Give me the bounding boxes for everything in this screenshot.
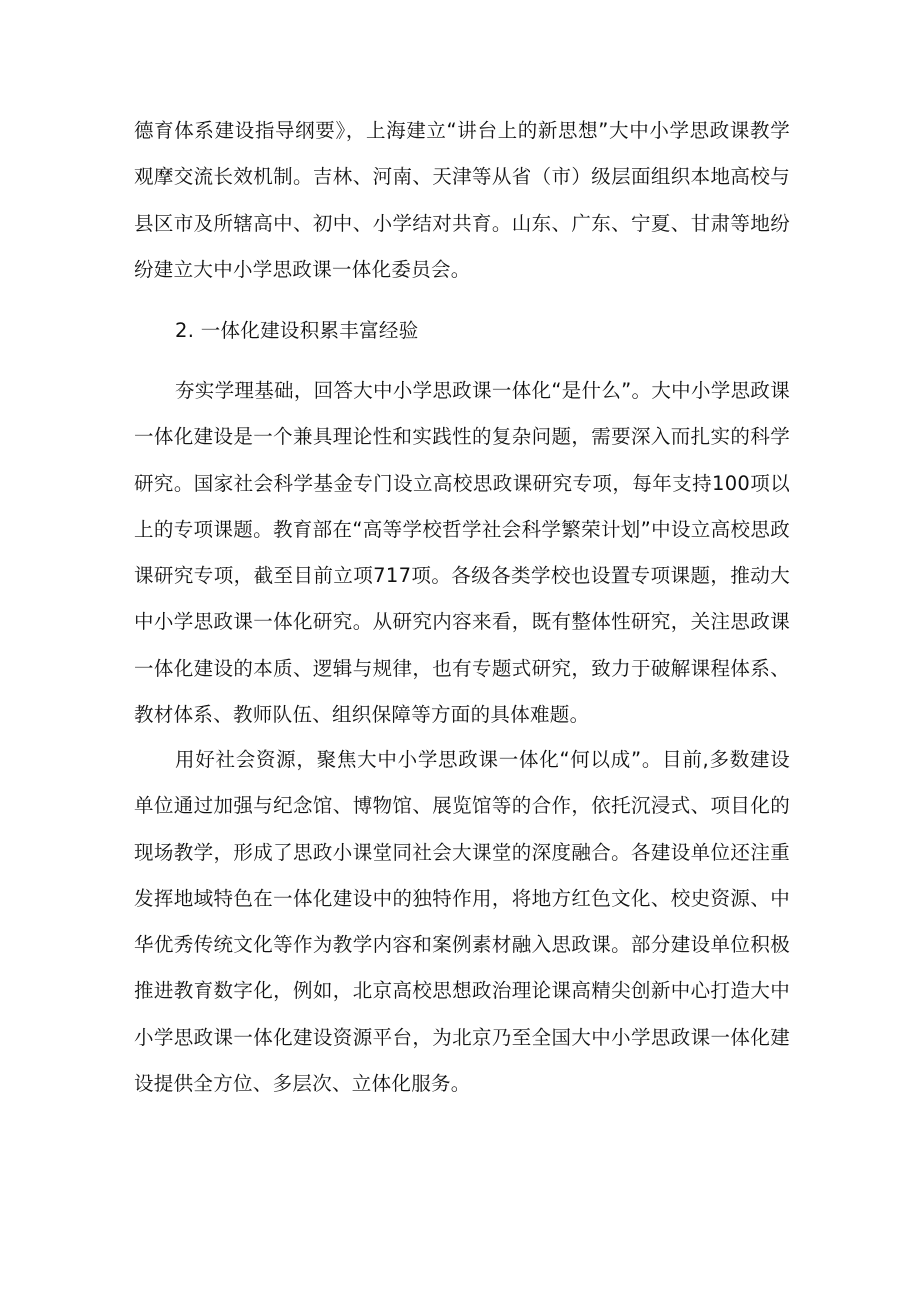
section-heading: 2. 一体化建设积累丰富经验 xyxy=(175,319,419,342)
paragraph-social-resources: 用好社会资源，聚焦大中小学思政课一体化“何以成”。目前,多数建设单位通过加强与纪念馆、博物馆、展览馆等的合作，依托沉浸式、项目化的现场教学，形成了思政小课堂同社会大课堂的深度融合。各建设单位还注重发挥地域特色在一体化建设中的独特作用，将地方红色文化、校史资源、中华优秀传统文化等作为教学内容和案例素材融入思政课。部分建设单位积极推进教育数字化，例如，北京高校思想政治理论课高精尖创新中心打造大中小学思政课一体化建设资源平台，为北京乃至全国大中小学思政课一体化建设提供全方位、多层次、立体化服务。 xyxy=(134,748,790,1096)
paragraph-theory-foundation: 夯实学理基础，回答大中小学思政课一体化“是什么”。大中小学思政课一体化建设是一个兼具理论性和实践性的复杂问题，需要深入而扎实的科学研究。国家社会科学基金专门设立高校思政课研究专项，每年支持100项以上的专项课题。教育部在“高等学校哲学社会科学繁荣计划”中设立高校思政课研究专项，截至目前立项717项。各级各类学校也设置专项课题，推动大中小学思政课一体化研究。从研究内容来看，既有整体性研究，关注思政课一体化建设的本质、逻辑与规律，也有专题式研究，致力于破解课程体系、教材体系、教师队伍、组织保障等方面的具体难题。 xyxy=(134,379,790,727)
paragraph-continuation: 德育体系建设指导纲要》，上海建立“讲台上的新思想”大中小学思政课教学观摩交流长效机制。吉林、河南、天津等从省（市）级层面组织本地高校与县区市及所辖高中、初中、小学结对共育。山东、广东、宁夏、甘肃等地纷纷建立大中小学思政课一体化委员会。 xyxy=(134,119,790,281)
